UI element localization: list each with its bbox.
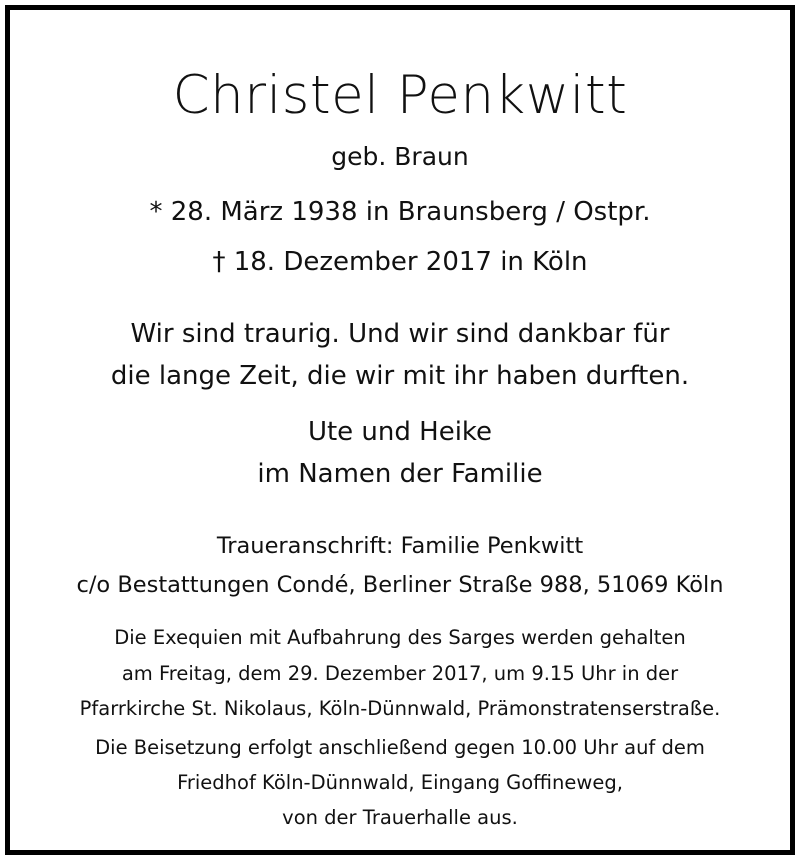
- maiden-name: geb. Braun: [331, 142, 469, 171]
- service-info-line: Die Exequien mit Aufbahrung des Sarges werden gehalten: [114, 626, 686, 649]
- burial-info-line: von der Trauerhalle aus.: [282, 806, 518, 829]
- signature-names: Ute und Heike: [307, 417, 493, 447]
- mourning-address: c/o Bestattungen Condé, Berliner Straße 988, 51069 Köln: [76, 572, 724, 598]
- service-info-line: Pfarrkirche St. Nikolaus, Köln-Dünnwald, Prämonstratenserstraße.: [79, 697, 721, 720]
- birth-date: * 28. März 1938 in Braunsberg / Ostpr.: [149, 197, 651, 227]
- service-info-line: am Freitag, dem 29. Dezember 2017, um 9.15 Uhr in der: [121, 662, 679, 685]
- burial-info-line: Friedhof Köln-Dünnwald, Eingang Goffineweg,: [177, 771, 623, 794]
- signature-family: im Namen der Familie: [257, 459, 543, 489]
- death-date: † 18. Dezember 2017 in Köln: [212, 247, 588, 277]
- obituary-notice: [5, 5, 795, 855]
- quote-line: die lange Zeit, die wir mit ihr haben durften.: [110, 361, 690, 391]
- burial-info-line: Die Beisetzung erfolgt anschließend gegen 10.00 Uhr auf dem: [95, 736, 705, 759]
- mourning-address-heading: Traueranschrift: Familie Penkwitt: [216, 533, 584, 559]
- deceased-name: Christel Penkwitt: [172, 65, 628, 126]
- quote-line: Wir sind traurig. Und wir sind dankbar für: [130, 319, 670, 349]
